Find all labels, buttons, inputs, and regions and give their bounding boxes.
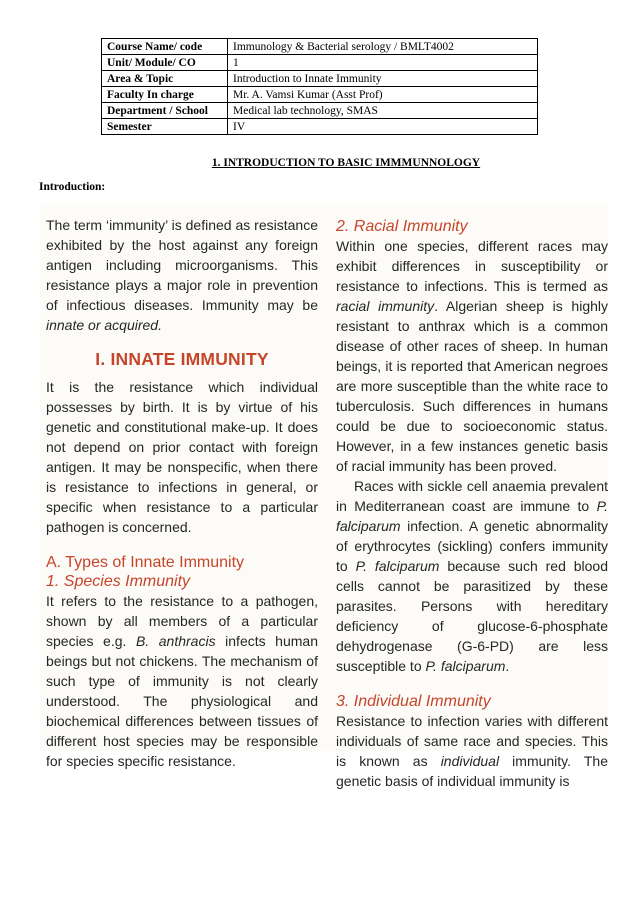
row-label: Faculty In charge <box>102 87 228 103</box>
heading-types-of-innate-immunity: A. Types of Innate Immunity <box>46 554 245 571</box>
row-value: Mr. A. Vamsi Kumar (Asst Prof) <box>228 87 538 103</box>
row-label: Department / School <box>102 103 228 119</box>
row-value: Immunology & Bacterial serology / BMLT4002 <box>228 39 538 55</box>
row-label: Area & Topic <box>102 71 228 87</box>
row-label: Unit/ Module/ CO <box>102 55 228 71</box>
course-info-table <box>101 38 538 135</box>
document-title <box>0 157 638 169</box>
table-row <box>102 39 538 55</box>
row-value: Introduction to Innate Immunity <box>228 71 538 87</box>
left-column <box>46 215 318 771</box>
row-value: Medical lab technology, SMAS <box>228 103 538 119</box>
table-row <box>102 103 538 119</box>
table-row <box>102 71 538 87</box>
scanned-textbook-excerpt <box>40 203 609 789</box>
row-label: Semester <box>102 119 228 135</box>
document-title-text: 1. INTRODUCTION TO BASIC IMMMUNNOLOGY <box>211 157 481 169</box>
table-row <box>102 87 538 103</box>
heading-innate-immunity: I. INNATE IMMUNITY <box>95 349 269 369</box>
right-column <box>336 217 608 791</box>
introduction-label: Introduction: <box>39 181 106 193</box>
row-value: 1 <box>228 55 538 71</box>
heading-individual-immunity: 3. Individual Immunity <box>336 693 491 710</box>
paragraph-innate-definition: It is the resistance which individual possesses by birth. It is by virtue of his genetic and constitutional make-up. It does not depend on prior contact with foreign antigen. It may be nonspecific, when there is resistance to infections in general, or specific when resistance to a particular pathogen is concerned. <box>46 379 318 535</box>
row-value: IV <box>228 119 538 135</box>
row-label: Course Name/ code <box>102 39 228 55</box>
paragraph-individual-immunity: Resistance to infection varies with different individuals of same race and species. This is known as individual immunity. The genetic basis of individual immunity is <box>336 713 609 789</box>
heading-racial-immunity: 2. Racial Immunity <box>336 218 468 235</box>
table-row <box>102 119 538 135</box>
heading-species-immunity: 1. Species Immunity <box>46 573 191 590</box>
paragraph-immunity-definition: The term ‘immunity’ is defined as resistance exhibited by the host against any foreign antigen including microorganisms. This resistance plays a major role in prevention of infectious diseases. Immunity may be innate or acquired. <box>46 217 318 333</box>
table-row <box>102 55 538 71</box>
paragraph-sickle-cell: Races with sickle cell anaemia prevalent in Mediterranean coast are immune to P. falciparum infection. A genetic abnormality of erythrocytes (sickling) confers immunity to P. falciparum because such red blood cells cannot be parasitized by these parasites. Persons with hereditary deficiency of glucose-6-phosphate dehydrogenase (G-6-PD) are less susceptible to P. falciparum. <box>336 478 608 674</box>
paragraph-species-immunity: It refers to the resistance to a pathogen, shown by all members of a particular species e.g. B. anthracis infects human beings but not chickens. The mechanism of such type of immunity is not clearly understood. The physiological and biochemical differences between tissues of different host species may be responsible for species specific resistance. <box>46 593 318 769</box>
paragraph-racial-immunity: Within one species, different races may exhibit differences in susceptibility or resistance to infections. This is termed as racial immunity. Algerian sheep is highly resistant to anthrax which is a common disease of other races of sheep. In human beings, it is reported that American negroes are more susceptible than the white race to tuberculosis. Such differences in humans could be due to socioeconomic status. However, in a few instances genetic basis of racial immunity has been proved. <box>336 238 608 474</box>
